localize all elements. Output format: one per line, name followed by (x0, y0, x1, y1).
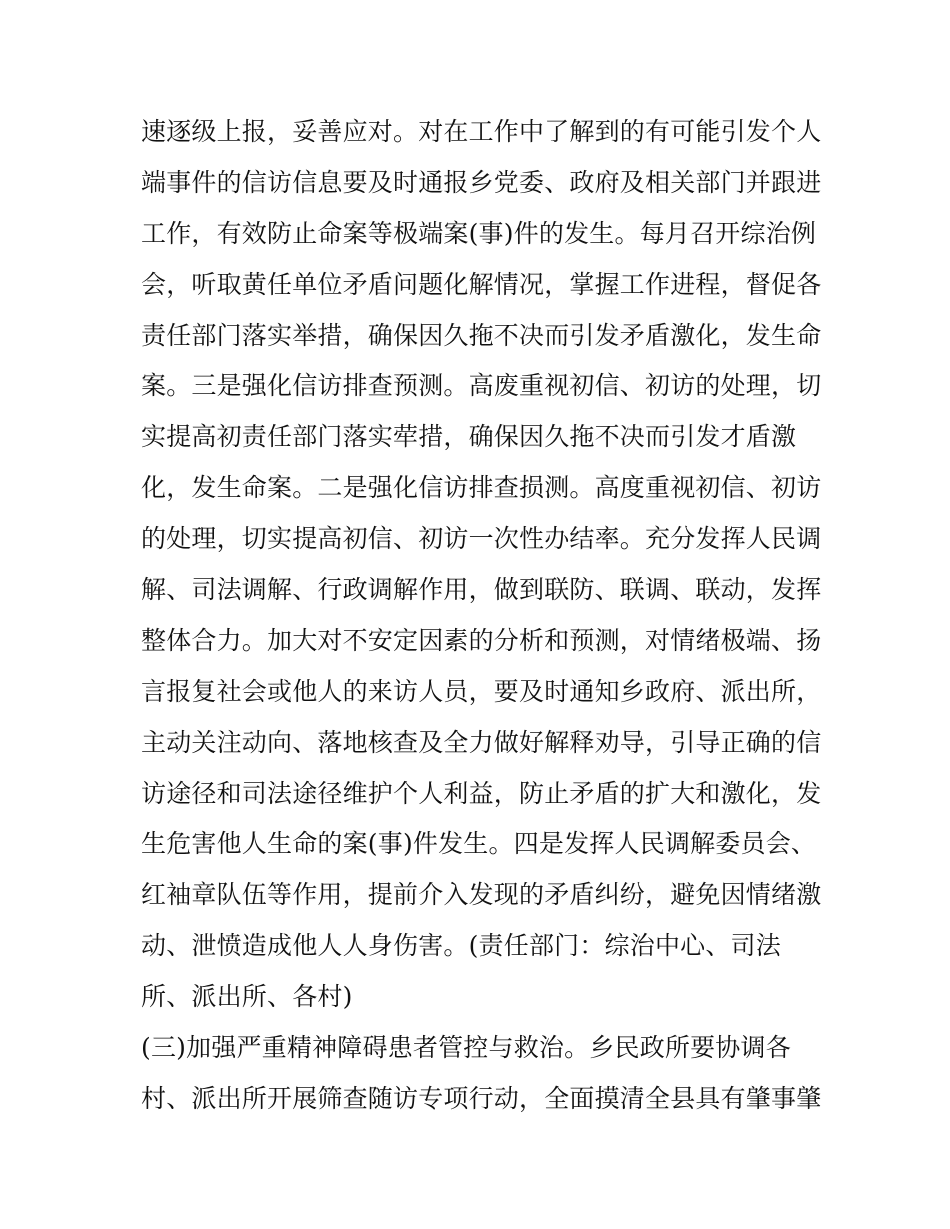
text-line-15: 生危害他人生命的案(事)件发生。四是发挥人民调解委员会、 (141, 829, 817, 859)
text-line-8: 化，发生命案。二是强化信访排查损测。高度重视初信、初访 (141, 473, 822, 503)
text-line-16: 红袖章队伍等作用，提前介入发现的矛盾纠纷，避免因情绪激 (141, 880, 822, 910)
text-line-4: 会，听取黄任单位矛盾问题化解情况，掌握工作进程，督促各 (141, 269, 822, 299)
text-line-1: 速逐级上报，妥善应对。对在工作中了解到的有可能引发个人 (141, 117, 822, 146)
text-line-3: 工作，有效防止命案等极端案(事)件的发生。每月召开综治例 (141, 218, 817, 248)
text-line-9: 的处理，切实提高初信、初访一次性办结率。充分发挥人民调 (141, 524, 822, 554)
body-text (141, 107, 821, 1125)
text-line-18: 所、派出所、各村) (141, 982, 353, 1012)
text-line-5: 责任部门落实举措，确保因久拖不决而引发矛盾激化，发生命 (141, 320, 822, 350)
text-line-14: 访途径和司法途径维护个人利益，防止矛盾的扩大和激化，发 (141, 778, 822, 808)
text-line-12: 言报复社会或他人的来访人员，要及时通知乡政府、派出所， (141, 676, 822, 706)
text-line-6: 案。三是强化信访排查预测。高废重视初信、初访的处理，切 (141, 371, 822, 401)
text-line-10: 解、司法调解、行政调解作用，做到联防、联调、联动，发挥 (141, 575, 822, 605)
text-line-13: 主动关注动向、落地核查及全力做好解释劝导，引导正确的信 (141, 727, 822, 757)
text-line-20: 村、派出所开展筛查随访专项行动，全面摸清全县具有肇事肇 (141, 1083, 822, 1113)
text-line-7: 实提高初责任部门落实荦措，确保因久拖不决而引发才盾激 (141, 422, 797, 452)
text-line-19: (三)加强严重精神障碍患者管控与救治。乡民政所要协调各 (141, 1033, 791, 1063)
text-line-17: 动、泄愤造成他人人身伤害。(责任部门：综治中心、司法 (141, 931, 781, 961)
text-line-11: 整体合力。加大对不安定因素的分析和预测，对情绪极端、扬 (141, 625, 822, 655)
text-line-2: 端事件的信访信息要及时通报乡党委、政府及相关部门并跟进 (141, 167, 822, 197)
